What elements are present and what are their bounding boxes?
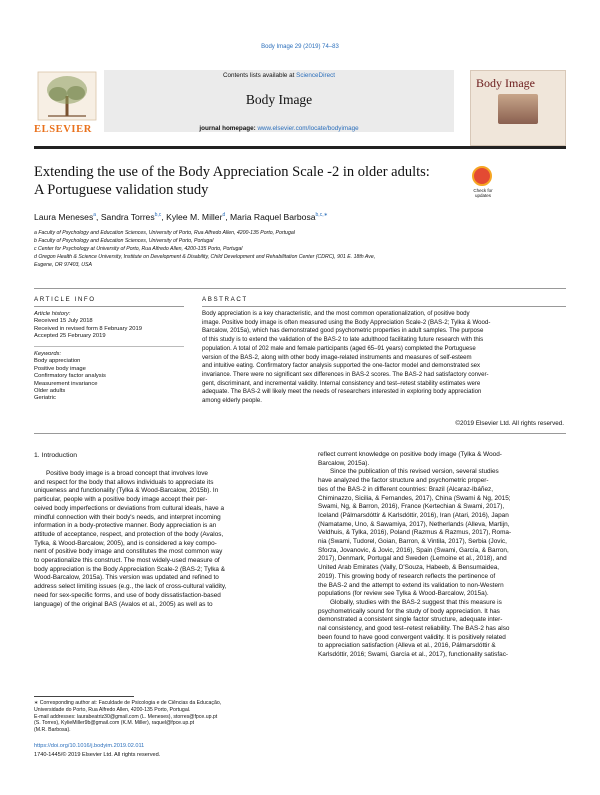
homepage-link[interactable]: www.elsevier.com/locate/bodyimage [257,125,359,132]
body-line: Chiminazzo, Sicilia, & Fernandes, 2017), China (Swami & Ng, 2015; [318,494,511,502]
homepage-label: journal homepage: [199,125,258,132]
keywords-label: Keywords: [34,351,62,357]
abstract-body [202,310,564,406]
body-line: 2017), Denmark, Portugal and Sweden (Lemoine et al., 2018), and [318,555,507,563]
footnote-rule [34,696,134,697]
doi-link[interactable]: https://doi.org/10.1016/j.bodyim.2019.02.011 [34,743,145,749]
body-line: Positive body image is a broad concept that involves love [46,470,208,477]
body-line: information in a body-protective manner. Body appreciation is an [34,522,217,530]
body-line: been found to have good convergent validity. It is positively related [318,633,506,641]
body-line: nent of positive body image and constitutes the most common way [34,548,223,556]
section-divider [34,288,566,289]
body-line: Tylka, & Wood-Barcalow, 2005), and is considered a key compo- [34,539,217,547]
history-received: Received 15 July 2018 [34,318,93,325]
journal-homepage [104,125,454,132]
journal-citation[interactable]: Body Image 29 (2019) 74–83 [261,44,339,50]
abstract-line: invariance. There were no significant sex differences in BAS-2 scores. The BAS-2 had satisfactory conver- [202,370,489,378]
body-line: to appreciation satisfaction (Alleva et al., 2016, Pálmarsdóttir & [318,642,496,650]
affiliation: d Oregon Health & Science University, Institute on Development & Disability, Child Development and Rehabilitation Center (CDRC), 901 E. 18th Ave, [34,254,376,260]
body-line: United Arab Emirates (Vally, D'Souza, Habeeb, & Bensumaidea, [318,564,500,572]
footnote-line: (M.R. Barbosa). [34,727,71,734]
body-line: Karlsdóttir, 2016; Swami, García et al., 2017), functionality satisfac- [318,651,509,659]
article-title [34,163,454,199]
body-line: uniqueness and functionality (Tylka & Wood-Barcalow, 2015b). In [34,487,219,495]
section-divider [34,433,566,434]
author-affiliation-mark[interactable]: a [93,212,97,219]
keyword: Older adults [34,388,66,395]
affiliation: a Faculty of Psychology and Education Sciences, University of Porto, Rua Alfredo Allen, 4200-135 Porto, Portugal [34,230,295,236]
footnote-line: Universidade do Porto, Rua Alfredo Allen, 4200-135 Porto, Portugal. [34,706,191,713]
author-list: Laura Meneses$^a$, Sandra Torres$^{b,c}$, Kylee M. Miller$^d$, Maria Raquel Barbosa$^{b,c,∗}$ [34,212,328,222]
body-line: Iceland (Pálmarsdóttir & Karlsdóttir, 2016), Iran (Atari, 2016), Japan [318,511,509,519]
body-line: language) of the original BAS (Avalos et al., 2005) as well as to [34,600,213,608]
abstract-heading: ABSTRACT [202,296,248,303]
keyword: Measurement invariance [34,380,98,387]
check-for-updates-label[interactable]: Check for updates [473,188,493,198]
keyword: Confirmatory factor analysis [34,373,106,380]
body-line: Since the publication of this revised version, several studies [330,468,499,476]
keyword: Geriatric [34,395,56,402]
body-line: demonstrated a consistent single factor structure, adequate inter- [318,616,503,624]
abstract-line: image. Positive body image is often measured using the Body Appreciation Scale-2 (BAS-2; Tylka & Wood- [202,318,491,326]
body-line: to operationalize this construct. The most widely-used measure of [34,557,220,565]
author-affiliation-mark[interactable]: d [222,212,226,219]
body-line: address select limiting issues (e.g., the lack of cross-cultural validity, [34,583,227,591]
affiliation: c Center for Psychology at University of Porto, Rua Alfredo Allen, 4200-135 Porto, Portugal [34,246,243,252]
footnote-line: ∗ Corresponding author at: Faculdade de Psicologia e de Ciências da Educação, [34,700,222,706]
history-accepted: Accepted 25 February 2019 [34,333,106,340]
title-line-1: Extending the use of the Body Appreciation Scale -2 in older adults: [34,164,430,180]
body-line: psychometrically sound for the study of body appreciation. It has [318,607,500,615]
keyword: Body appreciation [34,358,81,365]
author-name[interactable]: Sandra Torres [100,212,155,222]
abstract-line: adequate. The BAS-2 will likely meet the needs of researchers interested in exploring body appreciation [202,388,482,396]
body-line: the BAS-2 and the attempt to extend its validation to non-Western [318,581,504,589]
title-line-2: A Portuguese validation study [34,182,209,198]
body-line: need for sex-specific forms, and use of body dissatisfaction-based [34,591,221,599]
keywords-rule [34,346,184,347]
body-line: Wood-Barcalow, 2015a). This version was updated and refined to [34,574,219,582]
issn-copyright-line: 1740-1445/© 2019 Elsevier Ltd. All rights reserved. [34,752,161,758]
abstract-line: Barcalow, 2015a), which has demonstrated good psychometric properties in adult samples. The purpose [202,327,484,335]
contents-prefix: Contents lists available at [222,72,297,79]
footnote-line[interactable]: E-mail addresses: laurabeatriz30@gmail.com (L. Meneses), storres@fpce.up.pt [34,713,218,720]
body-line: ties of the BAS-2 in different countries: Brazil (Alcaraz-Ibáñez, [318,485,493,493]
author-name[interactable]: Laura Meneses [34,212,94,222]
abstract-line: gent, discriminant, and incremental validity. Internal consistency and test–retest stability estimates were [202,379,481,387]
abstract-copyright: ©2019 Elsevier Ltd. All rights reserved. [455,420,564,427]
body-line: attitude of acceptance, respect, and protection of the body (Avalos, [34,530,224,538]
author-affiliation-mark[interactable]: b,c [154,212,162,219]
check-for-updates-icon[interactable] [472,166,492,186]
abstract-line: of this study is to extend the validation of the BAS-2 to late adulthood facilitating future research with this [202,336,484,344]
affiliation: b Faculty of Psychology and Education Sciences, University of Porto, Portugal [34,238,214,244]
abstract-line: population. A total of 202 male and female participants (aged 65–91 years) completed the Portuguese [202,344,476,352]
abstract-rule [202,306,566,307]
keywords [34,351,106,403]
abstract-line: Body appreciation is a key characteristic, and the most common operationalization, of positive body [202,310,470,317]
body-line: Globally, studies with the BAS-2 suggest that this measure is [330,598,502,606]
footnote-line[interactable]: (S. Torres), KylieMiller9b@gmail.com (K.M. Miller), raquel@fpce.up.pt [34,720,195,727]
author-name[interactable]: Kylee M. Miller [166,212,223,222]
history-label: Article history: [34,311,71,317]
left-column-text [34,470,298,609]
body-line: Veldhuis, & Tylka, 2016), Poland (Razmus & Razmus, 2017), Roma- [318,529,512,537]
affiliation: Eugene, OR 97403, USA [34,262,92,268]
abstract-line: and intuitive eating. Confirmatory factor analysis supported the one-factor model and demonstrated sex [202,362,481,370]
abstract-line: among elderly people. [202,397,262,405]
body-line: and respect for the body that allows individuals to appreciate its [34,478,214,486]
body-line: nal consistency, and good test–retest reliability. The BAS-2 has also [318,625,510,633]
right-column-text [318,451,566,660]
history-revised: Received in revised form 8 February 2019 [34,325,142,332]
contents-line [104,72,454,79]
body-line: Sforza, Jovanovic, & Jovic, 2016), Spain (Swami, García, & Barron, [318,546,509,554]
sciencedirect-link[interactable]: ScienceDirect [296,72,335,79]
article-info-heading: ARTICLE INFO [34,296,96,303]
article-info-rule [34,306,184,307]
section-heading-introduction: 1. Introduction [34,452,78,459]
body-line: have analyzed the factor structure and psychometric proper- [318,477,489,485]
body-line: 2019). This growing body of research reflects the pertinence of [318,572,496,580]
keyword: Positive body image [34,365,86,372]
body-line: (Namatame, Uno, & Sawamiya, 2017), Netherlands (Alleva, Martijn, [318,520,510,528]
body-line: populations (for review see Tylka & Wood-Barcalow, 2015a). [318,590,489,598]
journal-title: Body Image [245,92,313,107]
cover-photo [498,94,538,124]
body-line: reflect current knowledge on positive body image (Tylka & Wood- [318,451,502,458]
article-history [34,311,142,341]
body-line: body appreciation is the Body Appreciation Scale-2 (BAS-2; Tylka & [34,565,225,573]
body-line: Barcalow, 2015a). [318,459,370,467]
body-line: nia (Swami, Tudorel, Goian, Barron, & Vintila, 2017), Serbia (Jovic, [318,538,507,546]
author-affiliation-mark[interactable]: b,c,∗ [315,212,328,219]
body-line: ceived body imperfections or deviations from cultural ideals, have a [34,504,225,512]
body-line: mindful connection with their body's needs, and interpret incoming [34,513,221,521]
elsevier-logo-text: ELSEVIER [34,124,92,135]
header-divider [34,146,566,149]
abstract-line: version of the BAS-2, along with other body image-related instruments and measures of self-esteem [202,353,472,361]
corresponding-author-footnote [34,700,298,734]
body-line: Swami, Ng, & Barron, 2016), France (Kertechian & Swami, 2017), [318,503,505,511]
author-name[interactable]: Maria Raquel Barbosa [230,212,316,222]
cover-title: Body Image [476,76,535,90]
body-line: particular, people with a positive body image accept their per- [34,496,208,504]
